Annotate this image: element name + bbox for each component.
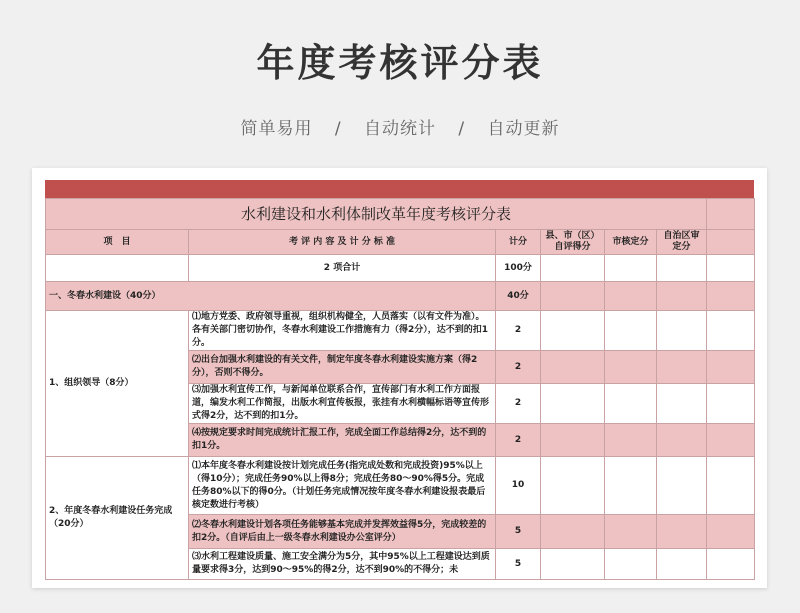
cell <box>46 255 189 282</box>
table-row <box>46 457 755 515</box>
col-header-score: 计分 <box>496 230 541 255</box>
tag-auto-update: 自动更新 <box>487 119 560 139</box>
section-label: 一、冬春水利建设（40分） <box>46 282 496 311</box>
cell <box>541 311 605 351</box>
tag-auto-stats: 自动统计 <box>364 119 436 139</box>
score-table <box>45 198 755 580</box>
col-header-criteria: 考 评 内 容 及 计 分 标 准 <box>189 230 496 255</box>
tag-separator: / <box>334 119 342 139</box>
tag-separator: / <box>458 119 466 139</box>
col-header-self-eval: 县、市（区）自评得分 <box>541 230 605 255</box>
cell <box>541 351 605 384</box>
criteria-cell: ⑵冬春水利建设计划各项任务能够基本完成并发挥效益得5分，完成较差的扣2分。（自评后由上一级冬春水利建设办公室评分） <box>189 515 496 549</box>
cell <box>541 515 605 549</box>
section-score: 40分 <box>496 282 541 311</box>
cell <box>605 311 657 351</box>
cell <box>707 351 755 384</box>
score-cell: 2 <box>496 384 541 424</box>
cell <box>657 515 707 549</box>
score-cell: 5 <box>496 549 541 580</box>
cell <box>605 457 657 515</box>
cell <box>657 549 707 580</box>
table-title-row <box>46 199 755 230</box>
cell <box>707 230 755 255</box>
cell <box>657 282 707 311</box>
table-row <box>46 311 755 351</box>
col-header-item: 项 目 <box>46 230 189 255</box>
col-header-region-approved: 自治区审定分 <box>657 230 707 255</box>
cell <box>657 384 707 424</box>
criteria-cell: ⑷按规定要求时间完成统计汇报工作，完成全面工作总结得2分，达不到的扣1分。 <box>189 424 496 457</box>
cell <box>605 515 657 549</box>
criteria-cell: ⑶水利工程建设质量、施工安全满分为5分，其中95%以上工程建设达到质量要求得3分，达到90～95%的得2分，达不到90%的不得分；未 <box>189 549 496 580</box>
group-label: 2、年度冬春水利建设任务完成（20分） <box>46 457 189 580</box>
cell <box>707 311 755 351</box>
tag-easy: 简单易用 <box>240 119 313 139</box>
table-title: 水利建设和水利体制改革年度考核评分表 <box>46 199 707 230</box>
cell <box>605 549 657 580</box>
score-cell: 2 <box>496 424 541 457</box>
cell <box>657 255 707 282</box>
criteria-cell: ⑴本年度冬春水利建设按计划完成任务(指完成处数和完成投资)95%以上（得10分）；完成任务90%以上得8分；完成任务80～90%得5分。完成任务80%以下的得0分。（计划任务完成情况按年度冬春水利建设报表最后核定数进行考核） <box>189 457 496 515</box>
cell <box>707 424 755 457</box>
feature-tags <box>0 114 800 139</box>
score-cell: 2 <box>496 311 541 351</box>
cell <box>657 351 707 384</box>
total-score: 100分 <box>496 255 541 282</box>
cell <box>657 457 707 515</box>
cell <box>707 515 755 549</box>
cell <box>605 255 657 282</box>
cell <box>657 311 707 351</box>
section-row <box>46 282 755 311</box>
cell <box>707 255 755 282</box>
criteria-cell: ⑴地方党委、政府领导重视，组织机构健全，人员落实（以有文件为准）。各有关部门密切协作，冬春水利建设工作措施有力（得2分），达不到的扣1分。 <box>189 311 496 351</box>
cell <box>541 255 605 282</box>
cell <box>707 282 755 311</box>
cell <box>541 282 605 311</box>
column-header-row <box>46 230 755 255</box>
criteria-cell: ⑶加强水利宣传工作，与新闻单位联系合作，宣传部门有水利工作方面报道，编发水利工作简报，出版水利宣传板报，张挂有水利横幅标语等宣传形式得2分，达不到的扣1分。 <box>189 384 496 424</box>
score-cell: 2 <box>496 351 541 384</box>
cell <box>541 549 605 580</box>
cell <box>541 384 605 424</box>
group-label: 1、组织领导（8分） <box>46 311 189 457</box>
cell <box>605 351 657 384</box>
cell <box>541 424 605 457</box>
cell <box>707 384 755 424</box>
page-title: 年度考核评分表 <box>256 41 544 85</box>
cell <box>541 457 605 515</box>
cell <box>605 384 657 424</box>
total-label: 2 项合计 <box>189 255 496 282</box>
spreadsheet-preview <box>32 168 767 588</box>
criteria-cell: ⑵出台加强水利建设的有关文件，制定年度冬春水利建设实施方案（得2分），否则不得分。 <box>189 351 496 384</box>
col-header-city-approved: 市核定分 <box>605 230 657 255</box>
score-cell: 10 <box>496 457 541 515</box>
cell <box>707 549 755 580</box>
header-color-bar <box>45 180 754 198</box>
cell <box>605 282 657 311</box>
score-cell: 5 <box>496 515 541 549</box>
cell <box>657 424 707 457</box>
cell <box>707 199 755 230</box>
total-row <box>46 255 755 282</box>
cell <box>707 457 755 515</box>
cell <box>605 424 657 457</box>
